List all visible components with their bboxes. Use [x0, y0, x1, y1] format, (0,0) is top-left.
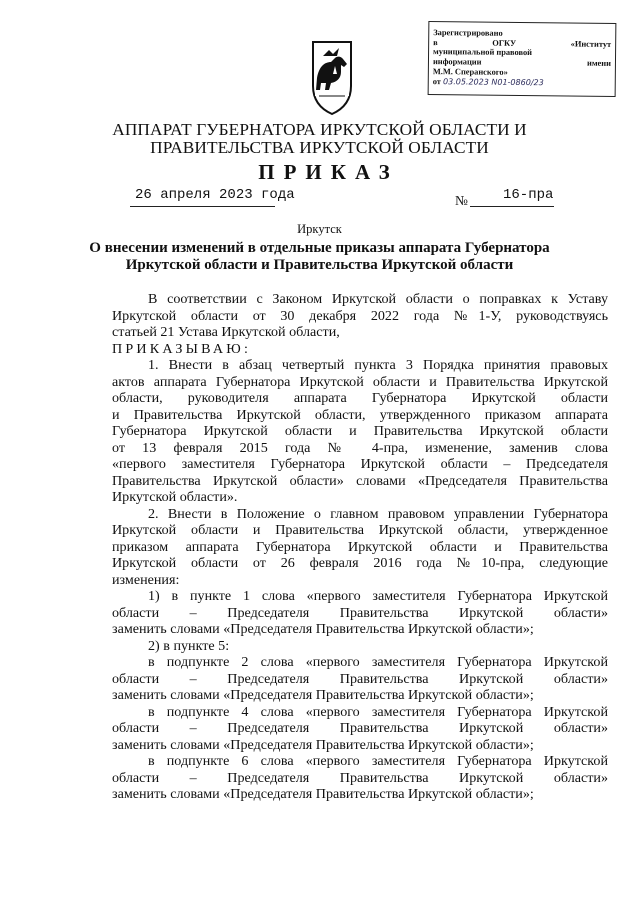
- body-line: в подпункте 4 слова «первого заместителя Губернатора Иркутской: [148, 703, 608, 720]
- document-title: [0, 240, 639, 274]
- stamp-word: от: [432, 76, 442, 86]
- body-line: «первого заместителя Губернатора Иркутской области – Председателя: [112, 456, 608, 472]
- body-line: 1. Внести в абзац четвертый пункта 3 Порядка принятия правовых: [148, 357, 608, 373]
- stamp-handwritten-number: 03.05.2023 N01-0860/23: [443, 76, 544, 87]
- stamp-line: муниципальной правовой: [433, 47, 533, 58]
- number-sign: №: [455, 193, 468, 208]
- stamp-word: ОГКУ: [492, 38, 517, 48]
- document-type: ПРИКАЗ: [258, 160, 399, 184]
- body-line: заменить словами «Председателя Правительства Иркутской области»;: [112, 621, 534, 637]
- document-body: [112, 291, 608, 803]
- body-line: и Правительства Иркутской области, утвержденного приказом аппарата: [112, 406, 608, 423]
- body-line: в подпункте 2 слова «первого заместителя Губернатора Иркутской: [148, 654, 608, 670]
- body-line: заменить словами «Председателя Правительства Иркутской области»;: [112, 786, 534, 802]
- stamp-word: имени: [587, 58, 612, 69]
- stamp-line: [433, 77, 611, 89]
- stamp-word: в: [433, 37, 438, 47]
- stamp-word: информации: [432, 57, 482, 67]
- body-line: области – Председателя Правительства Иркутской области»: [112, 769, 608, 786]
- document-title-line: Иркутской области и Правительства Иркутской области: [125, 257, 514, 273]
- body-line: статьей 21 Устава Иркутской области,: [112, 324, 340, 340]
- body-line: приказом аппарата Губернатора Иркутской области и Правительства: [112, 538, 608, 555]
- document-number: 16-пра: [503, 187, 554, 203]
- body-line: заменить словами «Председателя Правительства Иркутской области»;: [112, 687, 534, 703]
- stamp-line: Зарегистрировано: [433, 28, 503, 38]
- document-title-line: О внесении изменений в отдельные приказы аппарата Губернатора: [89, 240, 550, 256]
- order-word: ПРИКАЗЫВАЮ:: [112, 340, 252, 357]
- body-line: в подпункте 6 слова «первого заместителя Губернатора Иркутской: [148, 753, 608, 769]
- body-line: Иркутской области и Правительства Иркутской области, утвержденное: [112, 522, 608, 538]
- body-line: Иркутской области от 26 февраля 2016 года №10-пра, следующие: [112, 555, 608, 571]
- city: Иркутск: [297, 222, 342, 236]
- body-line: изменения:: [112, 571, 180, 588]
- organization-name-line2: ПРАВИТЕЛЬСТВА ИРКУТСКОЙ ОБЛАСТИ: [150, 138, 489, 157]
- body-line: Иркутской области».: [112, 489, 238, 505]
- stamp-line: М.М. Сперанского»: [432, 66, 508, 77]
- coat-of-arms-icon: [311, 40, 353, 116]
- body-line: Правительства Иркутской области» словами «Председателя Правительства: [112, 472, 608, 489]
- body-line: 1) в пункте 1 слова «первого заместителя Губернатора Иркутской: [148, 588, 608, 604]
- body-line: области – Председателя Правительства Иркутской области»: [112, 604, 608, 621]
- body-line: актов аппарата Губернатора Иркутской области и Правительства Иркутской: [112, 373, 608, 390]
- stamp-word: «Институт: [570, 39, 612, 49]
- body-line: области – Председателя Правительства Иркутской области»: [112, 670, 608, 687]
- body-line: 2. Внести в Положение о главном правовом управлении Губернатора: [148, 505, 608, 522]
- number-underline: [470, 206, 554, 207]
- date-underline: [130, 206, 275, 207]
- body-line: заменить словами «Председателя Правительства Иркутской области»;: [112, 736, 534, 753]
- body-line: от 13 февраля 2015 года № 4-пра, изменение, заменив слова: [112, 439, 608, 456]
- body-line: 2) в пункте 5:: [148, 637, 230, 654]
- registration-stamp: [428, 21, 617, 97]
- body-line: области – Председателя Правительства Иркутской области»: [112, 720, 608, 736]
- body-line: области, руководителя аппарата Губернатора Иркутской области: [112, 390, 608, 406]
- body-line: Губернатора Иркутской области и Правительства Иркутской области: [112, 423, 608, 439]
- body-line: Иркутской области от 30 декабря 2022 года №1-У, руководствуясь: [112, 307, 608, 324]
- organization-name-line1: АППАРАТ ГУБЕРНАТОРА ИРКУТСКОЙ ОБЛАСТИ И: [112, 120, 527, 139]
- document-date: 26 апреля 2023 года: [135, 187, 295, 203]
- body-line: В соответствии с Законом Иркутской области о поправках к Уставу: [148, 291, 608, 307]
